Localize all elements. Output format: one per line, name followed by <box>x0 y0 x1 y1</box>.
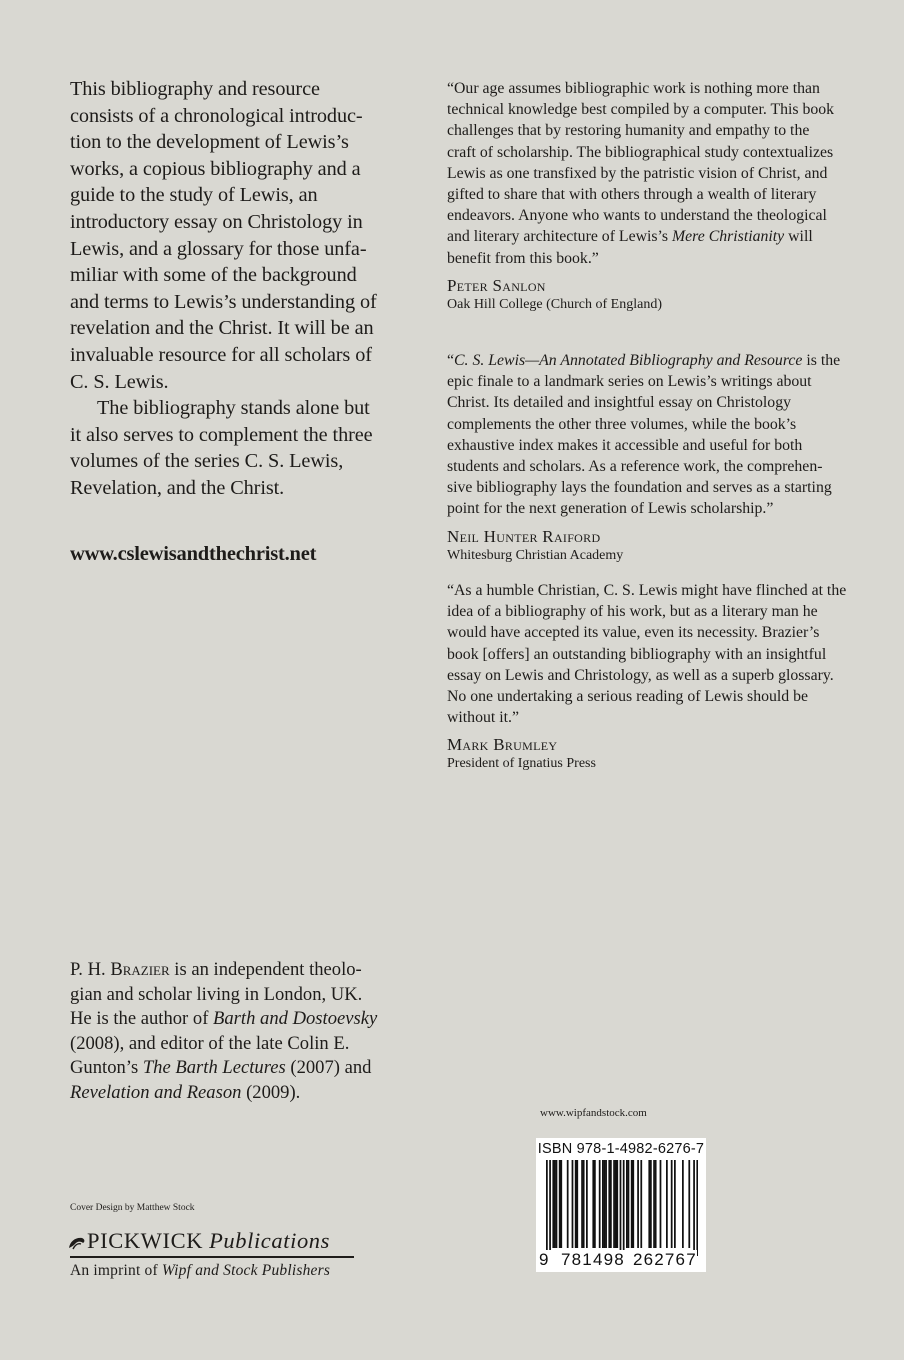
barcode-digit-group-1: 781498 <box>561 1250 625 1269</box>
endorser-affiliation: Whitesburg Christian Academy <box>447 547 624 563</box>
barcode-bar <box>583 1160 585 1248</box>
isbn-label: ISBN 978-1-4982-6276-7 <box>537 1141 705 1157</box>
barcode-bar <box>688 1160 690 1248</box>
endorsement-1 <box>447 78 867 313</box>
publisher-imprint: An imprint of Wipf and Stock Publishers <box>70 1262 331 1279</box>
barcode-bar <box>581 1160 583 1248</box>
barcode-bar <box>682 1160 684 1248</box>
barcode-bar <box>567 1160 569 1248</box>
barcode-bar <box>650 1160 652 1248</box>
barcode-bar <box>674 1160 676 1248</box>
endorsement-2 <box>447 350 867 564</box>
barcode-bar <box>660 1160 662 1248</box>
endorsement-quote: “Our age assumes bibliographic work is nothing more than technical knowledge best compiled by a computer. This book challenges that by restoring humanity and empathy to the craft of scholarship. The bibliographical study contextualizes Lewis as one transfixed by the patristic vision of Christ, and gifted to share that with others through a wealth of literary endeavors. Anyone who wants to understand the theological and literary architecture of Lewis’s Mere Christianity will benefit from this book.” <box>447 80 835 267</box>
barcode-bar <box>671 1160 673 1248</box>
barcode-bar <box>575 1160 577 1248</box>
barcode-bar <box>653 1160 655 1248</box>
barcode-digit-group-2: 262767 <box>632 1250 697 1269</box>
barcode-bar <box>572 1160 574 1248</box>
endorser-name: Mark Brumley <box>447 735 558 755</box>
endorser-name: Peter Sanlon <box>447 275 546 295</box>
barcode-bar <box>696 1160 698 1256</box>
publisher-name: PICKWICK <box>87 1228 204 1253</box>
endorsement-quote: “As a humble Christian, C. S. Lewis might have flinched at the idea of a bibliography of his work, but as a literary man he would have accepted its value, even its necessity. Brazier’s book [offers] an outstanding bibliography with an insightful essay on Lewis and Christology, as well as a superb glossary. No one undertaking a serious reading of Lewis should be without it.” <box>447 582 847 727</box>
barcode-bar <box>608 1160 610 1248</box>
barcode-bar <box>648 1160 650 1248</box>
barcode-bar <box>546 1160 548 1256</box>
barcode-bar <box>628 1160 630 1248</box>
barcode-bar <box>610 1160 612 1248</box>
barcode-bar <box>586 1160 588 1248</box>
endorsement-3 <box>447 580 867 772</box>
publisher-name-italic: Publications <box>209 1228 331 1253</box>
barcode-bar <box>632 1160 634 1248</box>
series-website-link[interactable]: www.cslewisandthechrist.net <box>70 543 317 565</box>
description-paragraph-1: This bibliography and resource consists of a chronological introduc- tion to the development of Lewis’s works, a copious bibliography and a guide to the study of Lewis, an introductory essay on Christology in Lewis, and a glossary for those unfa- miliar with some of the background and terms to Lewis’s understanding of revelation and the Christ. It will be an invaluable resource for all scholars of C. S. Lewis. <box>70 78 377 393</box>
barcode-bar <box>549 1160 551 1256</box>
barcode-bar <box>604 1160 606 1248</box>
barcode-bar <box>552 1160 554 1248</box>
publisher-website-link[interactable]: www.wipfandstock.com <box>540 1107 647 1119</box>
author-bio: P. H. Brazier is an independent theolo- gian and scholar living in London, UK. He is the author of Barth and Dostoevsky (2008), and editor of the late Colin E. Gunton’s The Barth Lectures (2007) and Revelation and Reason (2009). <box>70 959 378 1103</box>
barcode-bar <box>623 1160 625 1256</box>
author-name: Brazier <box>110 959 170 980</box>
barcode-bar <box>592 1160 594 1248</box>
barcode-bar <box>626 1160 628 1248</box>
barcode-digits <box>539 1250 705 1270</box>
barcode-bar <box>594 1160 596 1248</box>
barcode-bar <box>693 1160 695 1256</box>
barcode-bar <box>666 1160 668 1248</box>
barcode-bar <box>613 1160 615 1248</box>
barcode-bar <box>560 1160 562 1248</box>
endorsement-quote: “C. S. Lewis—An Annotated Bibliography and Resource is the epic finale to a landmark series on Lewis’s writings about Christ. Its detailed and insightful essay on Christology complements the other three volumes, while the book’s exhaustive index makes it accessible and useful for both students and scholars. As a reference work, the comprehen- sive bibliography lays the foundation and serves as a starting point for the next generation of Lewis scholarship.” <box>447 352 841 518</box>
barcode-bar <box>620 1160 622 1256</box>
barcode-bar <box>599 1160 601 1248</box>
barcode-bar <box>605 1160 607 1248</box>
barcode-bar <box>576 1160 578 1248</box>
barcode-bar <box>602 1160 604 1248</box>
leaf-icon <box>68 1236 86 1250</box>
barcode-bar <box>631 1160 633 1248</box>
barcode-bar <box>655 1160 657 1248</box>
barcode-bar <box>640 1160 642 1248</box>
logo-divider <box>70 1256 354 1258</box>
barcode-bars <box>546 1160 698 1256</box>
isbn-barcode <box>536 1138 706 1272</box>
barcode-bar <box>554 1160 556 1248</box>
barcode-bar <box>616 1160 618 1248</box>
barcode-bar <box>615 1160 617 1248</box>
barcode-digit-first: 9 <box>539 1250 559 1270</box>
barcode-bar <box>637 1160 639 1248</box>
description-paragraph-2: The bibliography stands alone but it also serves to complement the three volumes of the series C. S. Lewis, Revelation, and the Christ. <box>70 397 373 499</box>
endorser-affiliation: President of Ignatius Press <box>447 756 596 772</box>
endorser-name: Neil Hunter Raiford <box>447 526 601 546</box>
barcode-bar <box>556 1160 558 1248</box>
cover-design-credit: Cover Design by Matthew Stock <box>70 1203 195 1213</box>
book-description <box>70 76 420 502</box>
barcode-bar <box>559 1160 561 1248</box>
endorser-affiliation: Oak Hill College (Church of England) <box>447 296 663 312</box>
publisher-logo <box>68 1228 358 1280</box>
